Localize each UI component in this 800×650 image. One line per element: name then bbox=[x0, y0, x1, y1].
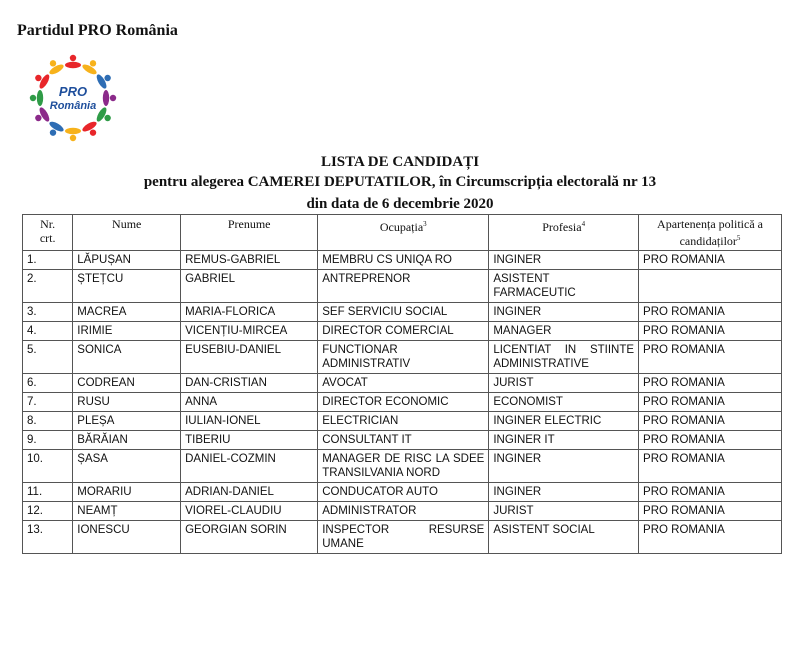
table-row bbox=[23, 521, 782, 554]
cell-nr: 12. bbox=[23, 502, 73, 521]
cell-partid: PRO ROMANIA bbox=[639, 521, 782, 554]
cell-partid: PRO ROMANIA bbox=[639, 303, 782, 322]
logo-figure-head bbox=[70, 135, 76, 141]
logo-text-line2: România bbox=[49, 100, 97, 112]
cell-ocupatia: AVOCAT bbox=[318, 374, 489, 393]
table-row bbox=[23, 483, 782, 502]
cell-nume: PLEȘA bbox=[73, 412, 181, 431]
cell-nr: 5. bbox=[23, 341, 73, 374]
cell-nume: NEAMȚ bbox=[73, 502, 181, 521]
cell-ocupatia: FUNCTIONAR ADMINISTRATIV bbox=[318, 341, 489, 374]
logo-figure-body bbox=[65, 62, 81, 68]
logo-figure-body bbox=[65, 128, 81, 134]
cell-prenume: REMUS-GABRIEL bbox=[181, 251, 318, 270]
col-nr-header: Nr. crt. bbox=[23, 215, 73, 251]
cell-nr: 2. bbox=[23, 270, 73, 303]
table-row bbox=[23, 412, 782, 431]
cell-partid: PRO ROMANIA bbox=[639, 483, 782, 502]
cell-nume: IRIMIE bbox=[73, 322, 181, 341]
cell-prenume: GABRIEL bbox=[181, 270, 318, 303]
cell-ocupatia: MANAGER DE RISC LA SDEE TRANSILVANIA NORD bbox=[318, 450, 489, 483]
list-subtitle: pentru alegerea CAMEREI DEPUTATILOR, în Circumscripția electorală nr 13 bbox=[143, 174, 657, 190]
logo-text-line1: PRO bbox=[58, 84, 88, 99]
cell-nr: 3. bbox=[23, 303, 73, 322]
col-ocupatia-header: Ocupația$^3$ bbox=[318, 215, 489, 251]
cell-prenume: ADRIAN-DANIEL bbox=[181, 483, 318, 502]
logo-figure-head bbox=[70, 55, 76, 61]
cell-ocupatia: ELECTRICIAN bbox=[318, 412, 489, 431]
cell-profesia: JURIST bbox=[489, 502, 639, 521]
cell-prenume: DANIEL-COZMIN bbox=[181, 450, 318, 483]
candidates-table bbox=[22, 214, 782, 554]
cell-nr: 10. bbox=[23, 450, 73, 483]
cell-ocupatia: SEF SERVICIU SOCIAL bbox=[318, 303, 489, 322]
cell-nr: 1. bbox=[23, 251, 73, 270]
cell-nume: MORARIU bbox=[73, 483, 181, 502]
table-row bbox=[23, 341, 782, 374]
cell-profesia: ASISTENT FARMACEUTIC bbox=[489, 270, 639, 303]
cell-partid: PRO ROMANIA bbox=[639, 341, 782, 374]
cell-profesia: INGINER bbox=[489, 303, 639, 322]
cell-prenume: TIBERIU bbox=[181, 431, 318, 450]
pro-romania-logo bbox=[28, 53, 118, 143]
cell-partid: PRO ROMANIA bbox=[639, 374, 782, 393]
cell-nume: LĂPUȘAN bbox=[73, 251, 181, 270]
cell-partid: PRO ROMANIA bbox=[639, 502, 782, 521]
cell-nr: 8. bbox=[23, 412, 73, 431]
cell-nr: 9. bbox=[23, 431, 73, 450]
cell-partid: PRO ROMANIA bbox=[639, 412, 782, 431]
cell-profesia: INGINER bbox=[489, 251, 639, 270]
cell-partid: PRO ROMANIA bbox=[639, 431, 782, 450]
cell-prenume: IULIAN-IONEL bbox=[181, 412, 318, 431]
cell-partid bbox=[639, 270, 782, 303]
table-header-row bbox=[23, 215, 782, 251]
cell-partid: PRO ROMANIA bbox=[639, 251, 782, 270]
table-row bbox=[23, 393, 782, 412]
cell-profesia: ECONOMIST bbox=[489, 393, 639, 412]
party-name: Partidul PRO România bbox=[17, 22, 178, 39]
cell-nume: CODREAN bbox=[73, 374, 181, 393]
cell-nr: 4. bbox=[23, 322, 73, 341]
cell-nr: 7. bbox=[23, 393, 73, 412]
logo-figure-head bbox=[104, 75, 110, 81]
cell-ocupatia: ADMINISTRATOR bbox=[318, 502, 489, 521]
cell-nume: ȘASA bbox=[73, 450, 181, 483]
table-row bbox=[23, 322, 782, 341]
col-prenume-header: Prenume bbox=[181, 215, 318, 251]
cell-partid: PRO ROMANIA bbox=[639, 450, 782, 483]
cell-prenume: MARIA-FLORICA bbox=[181, 303, 318, 322]
table-row bbox=[23, 251, 782, 270]
col-apartenenta-header: Apartenența politică a candidaților$^5$ bbox=[639, 215, 782, 251]
table-row bbox=[23, 374, 782, 393]
logo-figure-body bbox=[37, 90, 43, 106]
cell-profesia: ASISTENT SOCIAL bbox=[489, 521, 639, 554]
cell-partid: PRO ROMANIA bbox=[639, 322, 782, 341]
list-title: LISTA DE CANDIDAȚI bbox=[320, 154, 480, 170]
table-row bbox=[23, 502, 782, 521]
table-row bbox=[23, 303, 782, 322]
cell-profesia: MANAGER bbox=[489, 322, 639, 341]
cell-ocupatia: CONDUCATOR AUTO bbox=[318, 483, 489, 502]
cell-prenume: EUSEBIU-DANIEL bbox=[181, 341, 318, 374]
cell-nume: IONESCU bbox=[73, 521, 181, 554]
cell-prenume: DAN-CRISTIAN bbox=[181, 374, 318, 393]
cell-ocupatia: MEMBRU CS UNIQA RO bbox=[318, 251, 489, 270]
cell-nume: BĂRĂIAN bbox=[73, 431, 181, 450]
logo-figure-head bbox=[50, 129, 56, 135]
logo-figure-head bbox=[110, 95, 116, 101]
cell-ocupatia: DIRECTOR COMERCIAL bbox=[318, 322, 489, 341]
cell-nume: SONICA bbox=[73, 341, 181, 374]
cell-nume: ȘTEȚCU bbox=[73, 270, 181, 303]
cell-ocupatia: DIRECTOR ECONOMIC bbox=[318, 393, 489, 412]
cell-profesia: INGINER ELECTRIC bbox=[489, 412, 639, 431]
table-row bbox=[23, 450, 782, 483]
cell-prenume: VIOREL-CLAUDIU bbox=[181, 502, 318, 521]
logo-figure-head bbox=[30, 95, 36, 101]
logo-figure-head bbox=[35, 75, 41, 81]
cell-profesia: INGINER IT bbox=[489, 431, 639, 450]
cell-prenume: GEORGIAN SORIN bbox=[181, 521, 318, 554]
cell-nr: 6. bbox=[23, 374, 73, 393]
cell-prenume: VICENȚIU-MIRCEA bbox=[181, 322, 318, 341]
logo-figure-head bbox=[104, 115, 110, 121]
cell-prenume: ANNA bbox=[181, 393, 318, 412]
cell-profesia: INGINER bbox=[489, 450, 639, 483]
cell-nume: MACREA bbox=[73, 303, 181, 322]
cell-nr: 13. bbox=[23, 521, 73, 554]
table-row bbox=[23, 431, 782, 450]
logo-figure-head bbox=[35, 115, 41, 121]
list-date: din data de 6 decembrie 2020 bbox=[306, 196, 494, 212]
logo-figure-body bbox=[103, 90, 109, 106]
logo-figure-head bbox=[90, 129, 96, 135]
cell-ocupatia: INSPECTOR RESURSE UMANE bbox=[318, 521, 489, 554]
cell-profesia: LICENTIAT IN STIINTE ADMINISTRATIVE bbox=[489, 341, 639, 374]
cell-profesia: JURIST bbox=[489, 374, 639, 393]
logo-figures-icon bbox=[28, 53, 118, 143]
cell-partid: PRO ROMANIA bbox=[639, 393, 782, 412]
cell-nume: RUSU bbox=[73, 393, 181, 412]
logo-figure-head bbox=[50, 60, 56, 66]
logo-figure-head bbox=[90, 60, 96, 66]
col-nume-header: Nume bbox=[73, 215, 181, 251]
table-row bbox=[23, 270, 782, 303]
cell-ocupatia: ANTREPRENOR bbox=[318, 270, 489, 303]
cell-ocupatia: CONSULTANT IT bbox=[318, 431, 489, 450]
cell-profesia: INGINER bbox=[489, 483, 639, 502]
cell-nr: 11. bbox=[23, 483, 73, 502]
col-profesia-header: Profesia$^4$ bbox=[489, 215, 639, 251]
